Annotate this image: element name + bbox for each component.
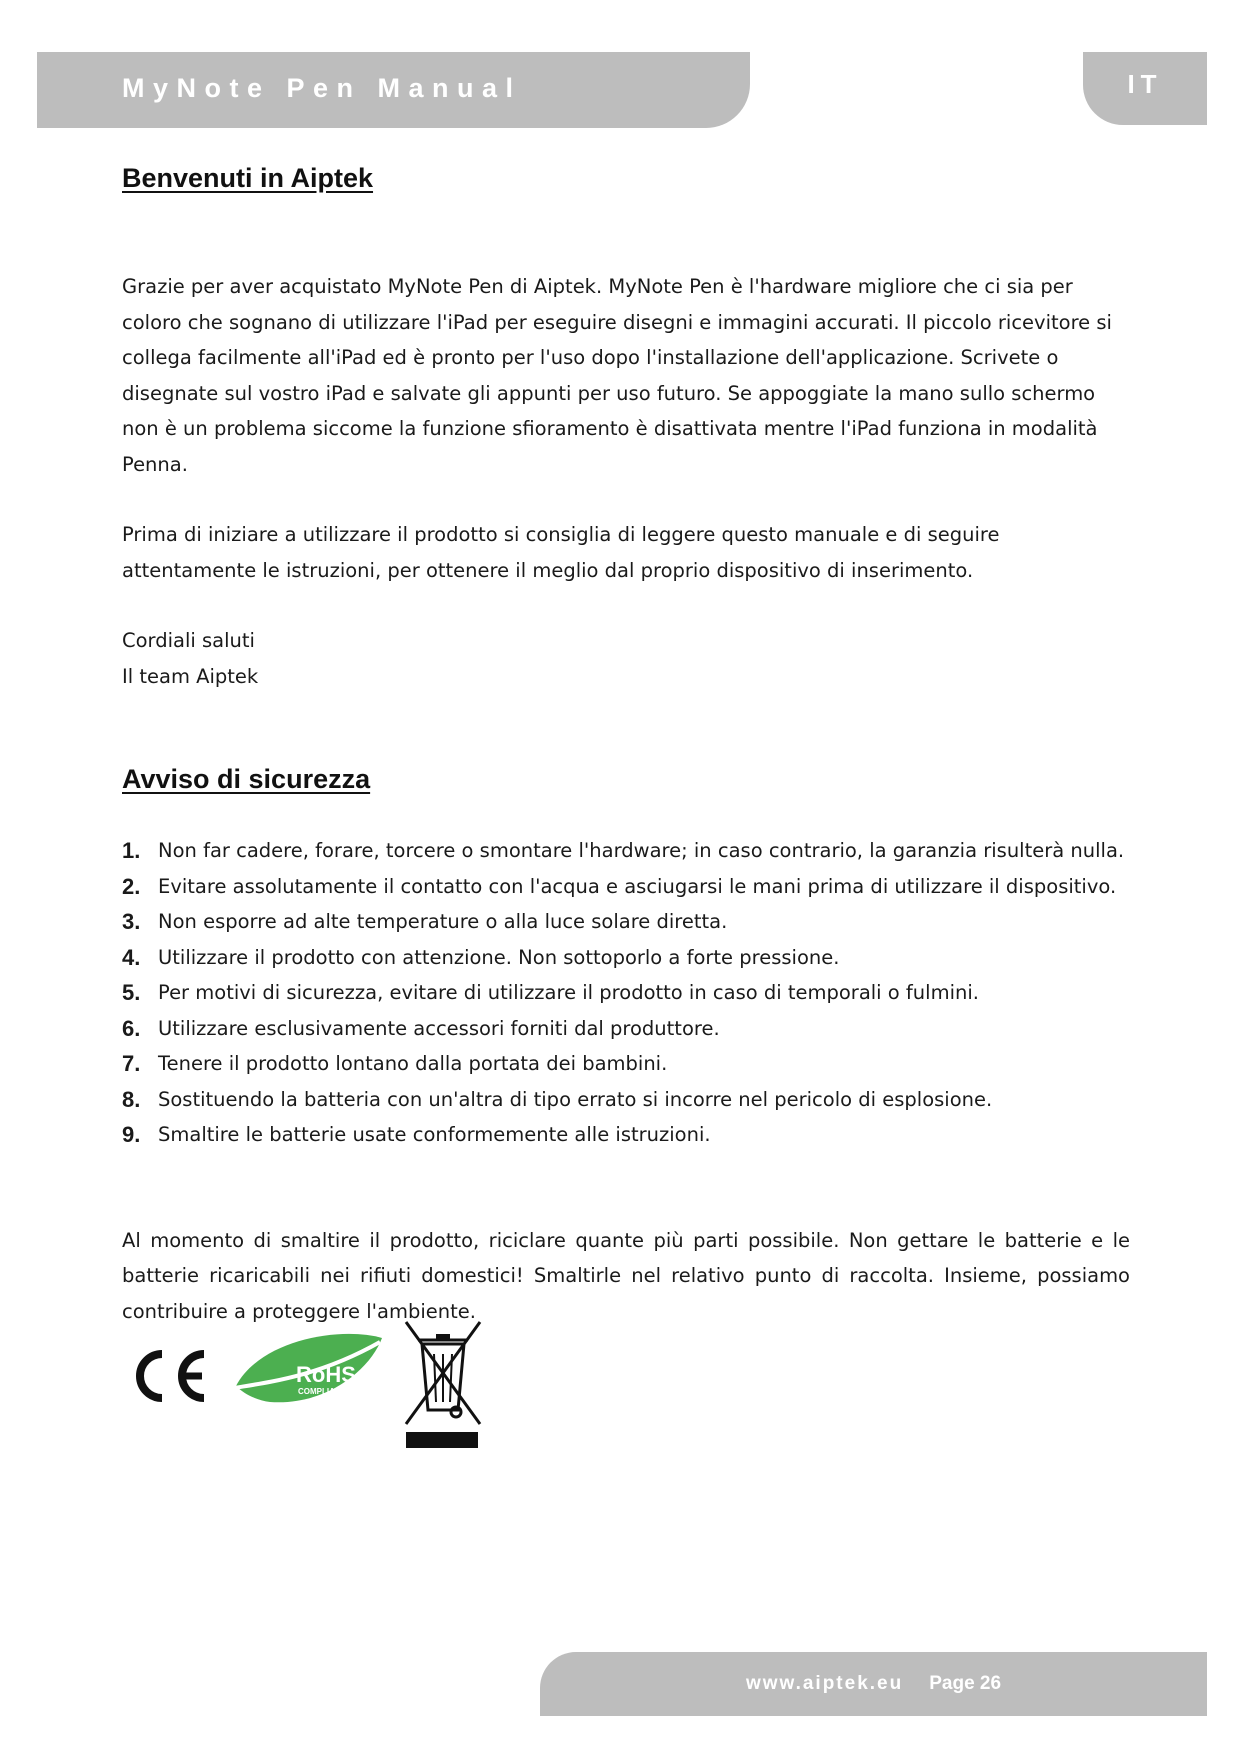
footer-bar <box>540 1652 1207 1716</box>
page-number: Page 26 <box>929 1673 1002 1694</box>
certification-logos <box>122 1318 502 1448</box>
language-tab <box>1083 52 1207 125</box>
safety-item <box>122 904 1130 940</box>
safety-item-number: 2. <box>122 873 141 899</box>
safety-item <box>122 975 1130 1011</box>
safety-item-number: 7. <box>122 1051 141 1076</box>
safety-item-number: 4. <box>122 944 141 970</box>
language-label: IT <box>1127 69 1163 99</box>
header-bar <box>37 52 750 128</box>
welcome-closing: Cordiali saluti <box>122 629 255 652</box>
safety-item-number: 6. <box>122 1015 141 1041</box>
website-url: www.aiptek.eu <box>745 1673 904 1694</box>
welcome-signature: Il team Aiptek <box>122 664 259 688</box>
weee-crossed-bin-icon <box>402 1318 484 1448</box>
ce-mark-icon <box>126 1348 210 1404</box>
safety-item-number: 3. <box>122 909 141 934</box>
safety-heading: Avviso di sicurezza <box>122 764 371 794</box>
rohs-label: RoHS <box>296 1362 356 1387</box>
rohs-sub-label: COMPLIANT <box>298 1387 346 1396</box>
safety-list <box>122 833 1130 1153</box>
safety-item-text: Smaltire le batterie usate conformemente alle istruzioni. <box>158 1123 711 1146</box>
safety-item <box>122 833 1130 869</box>
safety-item-text: Sostituendo la batteria con un'altra di tipo errato si incorre nel pericolo di esplosione. <box>158 1087 993 1111</box>
safety-item <box>122 940 1130 976</box>
safety-item-number: 1. <box>122 838 141 863</box>
safety-item <box>122 1046 1130 1082</box>
safety-item-number: 8. <box>122 1086 141 1112</box>
safety-item <box>122 1117 1130 1153</box>
rohs-compliant-icon <box>230 1330 390 1412</box>
welcome-advice: Prima di iniziare a utilizzare il prodotto si consiglia di leggere questo manuale e di seguire attentamente le istruzioni, per ottenere il meglio dal proprio dispositivo di inserimento. <box>122 523 1000 582</box>
disposal-notice: Al momento di smaltire il prodotto, riciclare quante più parti possibile. Non gettare le batterie e le batterie ricaricabili nei rifiuti domestici! Smaltirle nel relativo punto di raccolta. Insieme, possiamo contribuire a proteggere l'ambiente. <box>122 1228 1130 1323</box>
safety-item <box>122 1011 1130 1047</box>
safety-item-number: 5. <box>122 980 141 1005</box>
safety-item-text: Evitare assolutamente il contatto con l'acqua e asciugarsi le mani prima di utilizzare il dispositivo. <box>158 874 1117 898</box>
page-content <box>122 163 1130 1329</box>
safety-item <box>122 869 1130 905</box>
safety-item-text: Non esporre ad alte temperature o alla luce solare diretta. <box>158 910 728 933</box>
welcome-heading: Benvenuti in Aiptek <box>122 163 374 193</box>
safety-item-text: Utilizzare il prodotto con attenzione. Non sottoporlo a forte pressione. <box>158 945 840 969</box>
safety-item-text: Per motivi di sicurezza, evitare di utilizzare il prodotto in caso di temporali o fulmini. <box>158 981 979 1004</box>
welcome-intro: Grazie per aver acquistato MyNote Pen di Aiptek. MyNote Pen è l'hardware migliore che ci sia per coloro che sognano di utilizzare l'iPad per eseguire disegni e immagini accurati. Il piccolo ricevitore si collega facilmente all'iPad ed è pronto per l'uso dopo l'installazione dell'applicazione. Scrivete o disegnate sul vostro iPad e salvate gli appunti per uso futuro. Se appoggiate la mano sullo schermo non è un problema siccome la funzione sfioramento è disattivata mentre l'iPad funziona in modalità Penna. <box>122 275 1112 476</box>
safety-item-text: Utilizzare esclusivamente accessori forniti dal produttore. <box>158 1016 720 1040</box>
safety-item <box>122 1082 1130 1118</box>
manual-title: MyNote Pen Manual <box>122 73 522 103</box>
safety-item-number: 9. <box>122 1122 141 1147</box>
safety-item-text: Non far cadere, forare, torcere o smontare l'hardware; in caso contrario, la garanzia risulterà nulla. <box>158 839 1125 862</box>
safety-item-text: Tenere il prodotto lontano dalla portata dei bambini. <box>158 1052 668 1075</box>
